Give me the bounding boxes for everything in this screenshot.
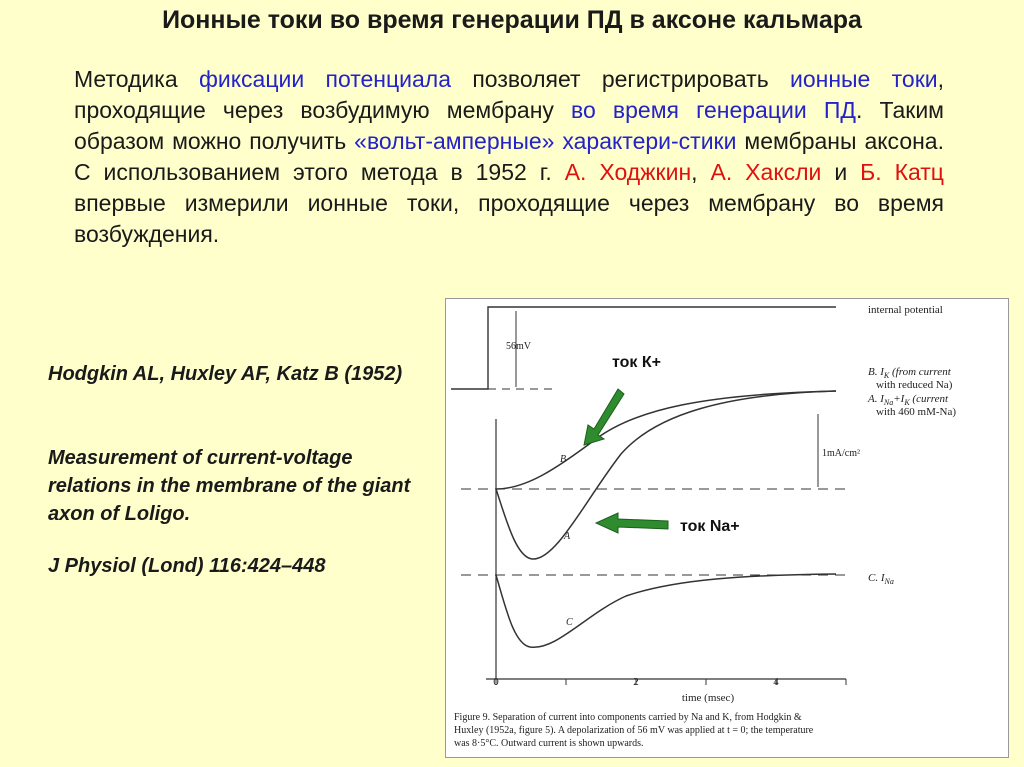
internal-potential-label: internal potential bbox=[868, 304, 943, 316]
citation-authors: Hodgkin AL, Huxley AF, Katz B (1952) bbox=[48, 363, 403, 385]
slide-title: Ионные токи во время генерации ПД в аксоне кальмара bbox=[162, 6, 862, 34]
citation-journal: J Physiol (Lond) 116:424–448 bbox=[48, 555, 326, 577]
curve-b-potassium-current bbox=[496, 391, 836, 489]
x-tick-label-4: 4 bbox=[773, 676, 779, 688]
curve-a-label: A bbox=[564, 531, 571, 542]
legend-c: C. $I_{Na}$ bbox=[868, 572, 894, 586]
legend-b-line2: with reduced Na) bbox=[876, 379, 953, 391]
arrow-na-label: ток Na+ bbox=[680, 518, 740, 535]
curve-a-total-current bbox=[496, 391, 836, 559]
figure-caption-line3: was 8·5°C. Outward current is shown upwards. bbox=[454, 738, 644, 749]
intro-text: впервые измерили ионные токи, проходящие через мембрану во время возбуждения. bbox=[74, 190, 944, 247]
figure-panel bbox=[445, 298, 1009, 758]
voltage-scale-label: 56mV bbox=[506, 341, 531, 352]
current-scale-label: 1mA/cm² bbox=[822, 448, 860, 459]
arrow-na-current bbox=[596, 513, 668, 533]
intro-highlight-voltage-clamp: фиксации потенциала bbox=[198, 66, 452, 92]
intro-text: и bbox=[821, 159, 861, 185]
intro-text: позволяет регистрировать bbox=[451, 66, 790, 92]
x-axis-label: time (msec) bbox=[681, 692, 735, 704]
citation-article: Measurement of current-voltage relations in the membrane of the giant axon of Loligo. bbox=[48, 447, 411, 525]
intro-paragraph bbox=[74, 64, 944, 250]
arrow-k-current bbox=[584, 389, 624, 445]
author-katz: Б. Катц bbox=[860, 159, 944, 185]
intro-highlight-iv-characteristics: «вольт-амперные» характери-стики bbox=[354, 128, 737, 154]
author-hodgkin: А. Ходжкин bbox=[564, 159, 692, 185]
x-tick-label-2: 2 bbox=[633, 676, 639, 688]
intro-text: , bbox=[691, 159, 711, 185]
current-separation-figure bbox=[446, 299, 1008, 757]
intro-text: мембраны аксона. С использованием этого метода в 1952 г. bbox=[74, 128, 944, 185]
intro-text: , проходящие через возбудимую мембрану bbox=[74, 66, 945, 123]
author-huxley: А. Хаксли bbox=[710, 159, 822, 185]
legend-a: A. $I_{Na}+I_K$ (current bbox=[868, 393, 949, 407]
legend-b: B. $I_K$ (from current bbox=[868, 366, 951, 380]
figure-caption-line2: Huxley (1952a, figure 5). A depolarization of 56 mV was applied at t = 0; the temperature bbox=[454, 725, 814, 736]
intro-text: . Таким образом можно получить bbox=[74, 97, 944, 154]
intro-highlight-ionic-currents: ионные токи bbox=[789, 66, 938, 92]
curve-c-label: C bbox=[566, 617, 573, 628]
intro-highlight-during-ap: во время генерации ПД bbox=[571, 97, 856, 123]
x-tick-label-0: 0 bbox=[493, 676, 499, 688]
arrow-k-label: ток К+ bbox=[612, 354, 661, 371]
legend-a-line2: with 460 mM-Na) bbox=[876, 406, 957, 418]
figure-caption-line1: Figure 9. Separation of current into components carried by Na and K, from Hodgkin & bbox=[454, 712, 802, 723]
intro-text: Методика bbox=[74, 66, 199, 92]
curve-b-label: B bbox=[560, 454, 567, 465]
curve-c-sodium-current bbox=[496, 574, 836, 647]
